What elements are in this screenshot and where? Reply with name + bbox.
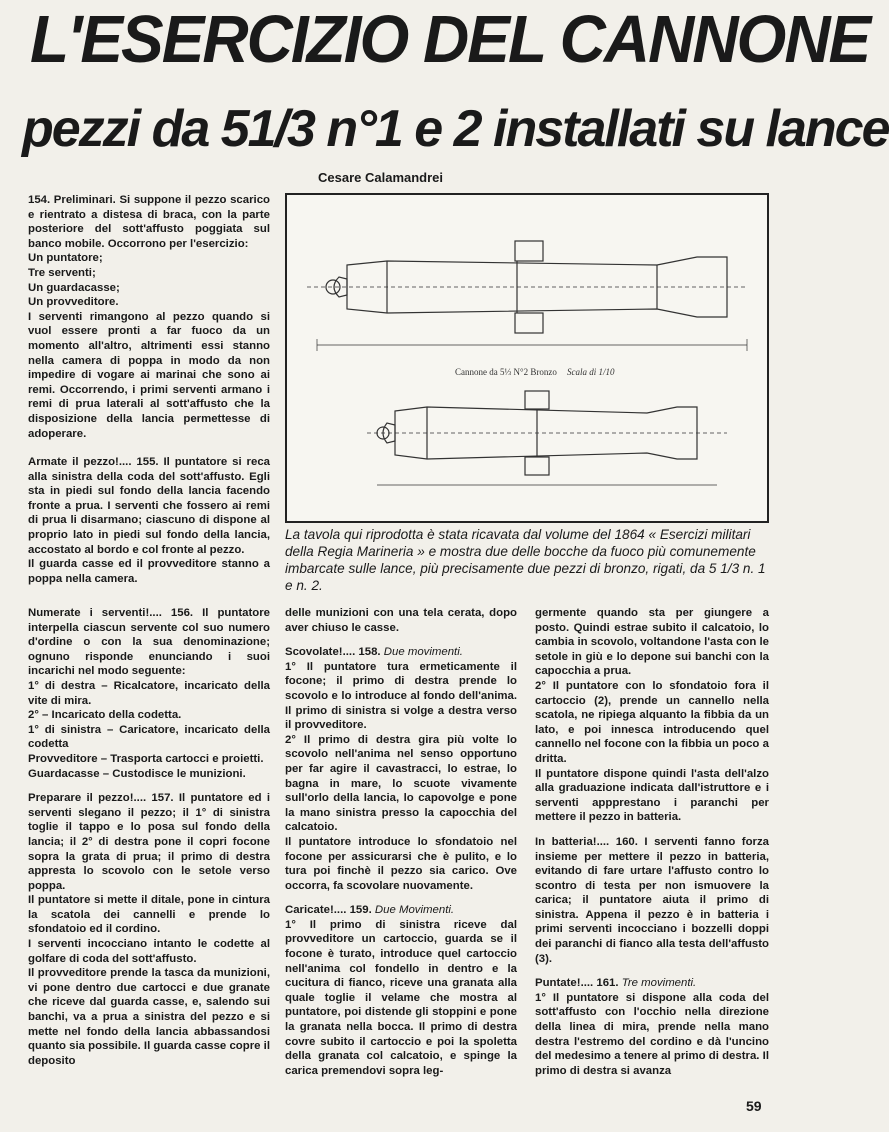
paragraph: 1° Il puntatore si dispone alla coda del sott'affusto con l'occhio nella direzione della linea di mira, prende nella mano destra l'estremo del cordino e dà l'uncino del medesimo a tenere al primo di destra. Il primo di destra si avanza <box>535 991 769 1077</box>
section-heading: Scovolate!.... 158. <box>285 646 381 659</box>
paragraph: In batteria!.... 160. I serventi fanno forza insieme per mettere il pezzo in batteria, evitando di fare urtare l'affusto contro lo scontro di testa per non ismuovere la carica; il puntatore aiuta il primo di sinistra. Appena il pezzo è in batteria i primi serventi incocciano i bozzelli doppi dei paranchi di fianco alla testa dell'affusto (3). <box>535 835 769 965</box>
paragraph: germente quando sta per giungere a posto. Quindi estrae subito il calcatoio, lo cambia in scovolo, voltandone l'asta con le setole in giù e lo depone sui banchi con la capocchia a prua. <box>535 607 769 678</box>
column-1-bottom <box>28 606 270 1078</box>
paragraph: I serventi rimangono al pezzo quando si vuol essere pronti a far fuoco da un momento all'altro, altrimenti essi stanno nella camera di poppa in modo da non impedire di vogare ai marinai che sono ai remi. Occorrendo, i primi serventi armano i remi di prua laterali al sott'affusto che la disposizione della lancia permettesse di adoperare. <box>28 310 270 440</box>
section-heading-note: Due Movimenti. <box>374 904 455 917</box>
paragraph: 2° Il puntatore con lo sfondatoio fora il cartoccio (2), prende un cannello nella scatola, ne ripiega alquanto la fibbia da un lato, e poi innesca introducendo quel cannello nel focone con la fibbia un poco a dritta. <box>535 679 769 765</box>
figure-label: Cannone da 5⅓ N°2 Bronzo <box>455 367 557 377</box>
paragraph: I serventi incocciano intanto le codette al golfare di coda del sott'affusto. <box>28 938 270 965</box>
list-item: 2° – Incaricato della codetta. <box>28 709 182 722</box>
paragraph: Armate il pezzo!.... 155. Il puntatore si reca alla sinistra della coda del sott'affusto. Egli sta in piedi sul fondo della lancia facendo fronte a prua. I serventi che fossero ai remi di prua li disarmano; ciascuno di dispone al proprio lato in piedi sul fondo della lancia, accostato al bordo e col fronte al pezzo. <box>28 456 270 556</box>
list-item: Un puntatore; <box>28 252 103 265</box>
paragraph: delle munizioni con una tela cerata, dopo aver chiuso le casse. <box>285 607 517 634</box>
cannon-illustration <box>285 193 769 523</box>
page-title: L'ESERCIZIO DEL CANNONE <box>30 1 870 77</box>
paragraph: Numerate i serventi!.... 156. Il puntatore interpella ciascun servente col suo numero d'ordine o con la sua denominazione; ognuno risponde enunciando i suoi incarichi nel modo seguente: <box>28 607 270 678</box>
paragraph: 1° Il primo di sinistra riceve dal provveditore un cartoccio, guarda se il focone è turato, introduce quel cartoccio nell'anima col fondello in dentro e la cucitura di fianco, riceve una granata alla quale toglie il velame che mostra al puntatore, poi distende gli stoppini e pone la granata nella bocca. Il primo di destra covre subito il cartoccio e poi la spoletta della granata col calcatoio, e spinge la carica premendovi sopra leg- <box>285 918 517 1077</box>
paragraph: 154. Preliminari. Si suppone il pezzo scarico e rientrato a distesa di braca, con la parte posteriore del sott'affusto poggiata sul banco mobile. Occorrono per l'esercizio: <box>28 194 270 250</box>
section-heading-note: Due movimenti. <box>383 646 463 659</box>
list-item: 1° di sinistra – Caricatore, incaricato della codetta <box>28 723 270 751</box>
paragraph: 2° Il primo di destra gira più volte lo scovolo nell'anima nel senso opportuno per far agire il cavastracci, lo estrae, lo bagna in mare, lo scuote vivamente sull'orlo della lancia, lo capovolge e pone la mano sinistra presso la capocchia del calcatoio. <box>285 733 517 834</box>
list-item: Guardacasse – Custodisce le munizioni. <box>28 767 246 780</box>
page-subtitle: pezzi da 51/3 n°1 e 2 installati su lance <box>22 100 889 158</box>
list-item: Provveditore – Trasporta cartocci e proietti. <box>28 752 264 765</box>
paragraph: Preparare il pezzo!.... 157. Il puntatore ed i serventi slegano il pezzo; il 1° di sinistra toglie il tappo e lo posa sul fondo della lancia; il 2° di destra pone il copri focone sopra la grata di prua; il primo di destra appresta lo scovolo con le setole verso poppa. <box>28 792 270 892</box>
paragraph: Il provveditore prende la tasca da munizioni, vi pone dentro due cartocci e due granate che riceve dal guarda casse, e, salendo sui banchi, va a prua a sinistra del pezzo e si mette nel fondo della lancia abbassandosi quanto sia possibile. Il guarda casse copre il deposito <box>28 967 270 1067</box>
paragraph: Il puntatore introduce lo sfondatoio nel focone per assicurarsi che è pulito, e lo tura poi finchè il pezzo sia carico. Ove occorra, fa scovolare nuovamente. <box>285 835 517 892</box>
list-item: Un guardacasse; <box>28 281 120 294</box>
list-item: Un provveditore. <box>28 296 119 309</box>
list-item: Tre serventi; <box>28 266 96 279</box>
column-2 <box>285 606 517 1088</box>
figure-scale: Scala di 1/10 <box>567 367 615 377</box>
section-heading-note: Tre movimenti. <box>621 977 697 990</box>
cannon-drawing <box>287 195 767 521</box>
paragraph: Il puntatore si mette il ditale, pone in cintura la scatola dei cannelli e prende lo sfondatoio ed il cordino. <box>28 894 270 936</box>
figure-caption: La tavola qui riprodotta è stata ricavata dal volume del 1864 « Esercizi militari della Regia Marineria » e mostra due delle bocche da fuoco più comunemente imbarcate sulle lance, più precisamente due pezzi di bronzo, rigati, da 5 1/3 n. 1 e n. 2. <box>285 527 766 593</box>
section-heading: Caricate!.... 159. <box>285 904 372 917</box>
paragraph: 1° Il puntatore tura ermeticamente il focone; il primo di destra prende lo scovolo e lo introduce al fondo dell'anima. Il primo di sinistra si volge a destra verso il provveditore. <box>285 660 517 732</box>
column-1-top <box>28 193 270 596</box>
section-heading: Puntate!.... 161. <box>535 977 619 990</box>
author: Cesare Calamandrei <box>318 170 444 185</box>
paragraph: Il puntatore dispone quindi l'asta dell'alzo alla graduazione indicata dall'istruttore e i serventi appprestano i paranchi per mettere il pezzo in batteria. <box>535 767 769 824</box>
column-3 <box>535 606 769 1088</box>
page-number: 59 <box>746 1098 762 1114</box>
paragraph: Il guarda casse ed il provveditore stanno a poppa nella camera. <box>28 558 270 585</box>
list-item: 1° di destra – Ricalcatore, incaricato della vite di mira. <box>28 679 270 707</box>
